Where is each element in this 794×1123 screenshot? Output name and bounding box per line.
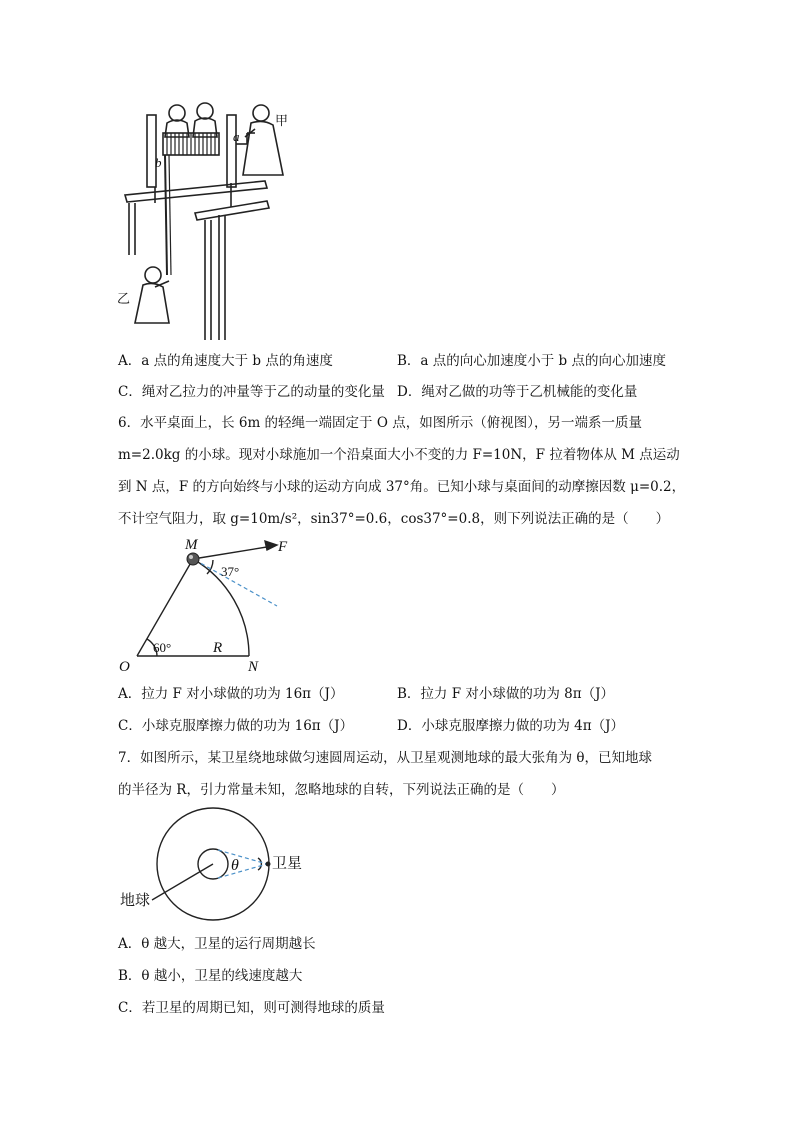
label-earth: 地球 (120, 893, 151, 909)
q7-stem-line2: 的半径为 R，引力常量未知，忽略地球的自转，下列说法正确的是（ ） (118, 782, 565, 798)
left-post (147, 115, 156, 187)
label-M: M (185, 537, 198, 553)
q7-option-b: B．θ 越小，卫星的线速度越大 (118, 968, 303, 984)
label-jia: 甲 (275, 113, 289, 128)
windlass-figure (115, 95, 315, 345)
label-yi: 乙 (117, 291, 131, 306)
q6-option-b: B．拉力 F 对小球做的功为 8π（J） (397, 686, 615, 702)
tangent-line-lower (218, 864, 267, 878)
q7-figure (118, 806, 318, 931)
q6-stem-line3: 到 N 点，F 的方向始终与小球的运动方向成 37°角。已知小球与桌面间的动摩擦因数 μ=0.2， (118, 479, 686, 495)
q5-option-b: B．a 点的向心加速度小于 b 点的向心加速度 (397, 353, 666, 369)
right-post (227, 115, 236, 187)
arrow-head (265, 541, 277, 550)
q6-option-c: C．小球克服摩擦力做的功为 16π（J） (118, 718, 354, 734)
label-O: O (119, 659, 130, 675)
earth-pointer-line (152, 864, 213, 900)
q6-option-d: D．小球克服摩擦力做的功为 4π（J） (397, 718, 624, 734)
theta-arc (258, 858, 261, 870)
q6-option-a: A．拉力 F 对小球做的功为 16π（J） (118, 686, 344, 702)
label-b: b (155, 155, 162, 170)
label-N: N (248, 659, 259, 675)
label-theta: θ (231, 857, 239, 874)
q7-stem-line1: 7．如图所示，某卫星绕地球做匀速圆周运动，从卫星观测地球的最大张角为 θ，已知地球 (118, 750, 653, 766)
q6-stem-line2: m=2.0kg 的小球。现对小球施加一个沿桌面大小不变的力 F=10N，F 拉着物体从 M 点运动 (118, 447, 680, 463)
q5-option-d: D．绳对乙做的功等于乙机械能的变化量 (397, 384, 638, 400)
label-R: R (213, 640, 223, 656)
satellite-dot (266, 862, 271, 867)
q5-option-c: C．绳对乙拉力的冲量等于乙的动量的变化量 (118, 384, 385, 400)
label-60: 60° (153, 640, 172, 655)
q5-option-a: A．a 点的角速度大于 b 点的角速度 (118, 353, 333, 369)
label-a: a (233, 129, 240, 144)
ball-M (187, 553, 199, 565)
force-F-arrow (193, 546, 273, 559)
q6-stem-line4: 不计空气阻力，取 g=10m/s²，sin37°=0.6，cos37°=0.8，则下列说法正确的是（ ） (118, 511, 670, 527)
q6-stem-line1: 6．水平桌面上，长 6m 的轻绳一端固定于 O 点，如图所示（俯视图），另一端系一质量 (118, 415, 642, 431)
q6-figure (115, 532, 315, 677)
tangent-line-upper (218, 850, 267, 864)
q7-option-a: A．θ 越大，卫星的运行周期越长 (118, 936, 316, 952)
q7-option-c: C．若卫星的周期已知，则可测得地球的质量 (118, 1000, 385, 1016)
label-37: 37° (221, 564, 240, 579)
label-F: F (278, 539, 288, 555)
label-satellite: 卫星 (272, 856, 303, 872)
